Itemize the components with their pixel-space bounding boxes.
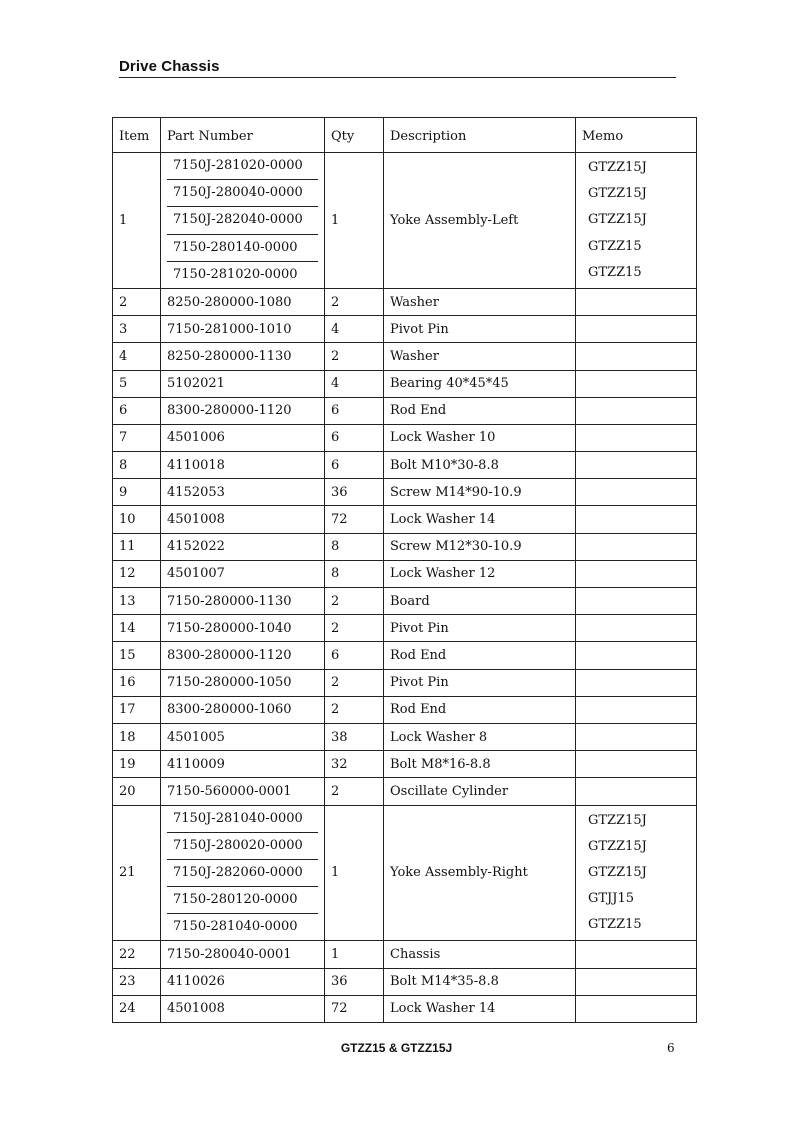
table-row	[113, 343, 697, 370]
memo-cell	[576, 397, 697, 424]
table-row	[113, 778, 697, 805]
memo-cell	[576, 424, 697, 451]
part-number: 7150J-280040-0000	[167, 179, 318, 206]
qty-cell: 8	[325, 533, 384, 560]
table-row	[113, 452, 697, 479]
item-cell: 13	[113, 588, 161, 615]
part-number: 7150J-281040-0000	[173, 810, 303, 826]
qty-cell: 2	[325, 669, 384, 696]
page-number: 6	[667, 1041, 675, 1055]
part-number: 7150-280120-0000	[167, 886, 318, 913]
memo: GTZZ15J	[588, 160, 647, 175]
item-cell: 8	[113, 452, 161, 479]
qty-cell: 2	[325, 588, 384, 615]
description-cell: Washer	[384, 288, 576, 315]
memo-cell	[576, 642, 697, 669]
item-cell: 3	[113, 316, 161, 343]
table-header-row	[113, 118, 697, 153]
table-row	[113, 560, 697, 587]
page-title: Drive Chassis	[119, 58, 220, 75]
item-cell: 17	[113, 696, 161, 723]
table-row	[113, 751, 697, 778]
qty-cell: 6	[325, 452, 384, 479]
qty-cell: 36	[325, 968, 384, 995]
table-row	[113, 506, 697, 533]
part-number-cell: 7150-281000-1010	[161, 316, 325, 343]
part-number-cell: 7150-280000-1050	[161, 669, 325, 696]
part-number-cell: 8250-280000-1080	[161, 288, 325, 315]
part-number-cell: 7150-560000-0001	[161, 778, 325, 805]
part-number: 7150J-281020-0000	[173, 158, 303, 173]
memo-cell	[576, 995, 697, 1022]
table-row	[113, 642, 697, 669]
part-number-cell: 7150-280000-1040	[161, 615, 325, 642]
description-cell: Rod End	[384, 397, 576, 424]
description-cell: Lock Washer 8	[384, 723, 576, 750]
description-cell: Screw M14*90-10.9	[384, 479, 576, 506]
memo-cell	[576, 778, 697, 805]
description-cell: Yoke Assembly-Right	[384, 805, 576, 941]
item-cell: 6	[113, 397, 161, 424]
description-cell: Lock Washer 10	[384, 424, 576, 451]
item-cell: 22	[113, 941, 161, 968]
description-cell: Yoke Assembly-Left	[384, 153, 576, 289]
description-cell: Rod End	[384, 696, 576, 723]
qty-cell: 6	[325, 424, 384, 451]
item-cell: 18	[113, 723, 161, 750]
part-number-cell: 4152053	[161, 479, 325, 506]
item-cell: 15	[113, 642, 161, 669]
qty-cell: 6	[325, 642, 384, 669]
memo-cell	[576, 533, 697, 560]
qty-cell: 1	[325, 153, 384, 289]
description-cell: Bolt M10*30-8.8	[384, 452, 576, 479]
qty-cell: 72	[325, 506, 384, 533]
qty-cell: 4	[325, 370, 384, 397]
memo-cell	[576, 941, 697, 968]
column-header-memo: Memo	[576, 118, 697, 153]
table-row	[113, 723, 697, 750]
item-cell: 16	[113, 669, 161, 696]
part-number-cell: 4110026	[161, 968, 325, 995]
part-number-cell: 4110018	[161, 452, 325, 479]
part-number: 7150J-282040-0000	[167, 206, 318, 233]
item-cell: 7	[113, 424, 161, 451]
qty-cell: 38	[325, 723, 384, 750]
part-number: 7150J-280020-0000	[167, 832, 318, 859]
qty-cell: 2	[325, 696, 384, 723]
item-cell: 14	[113, 615, 161, 642]
parts-table	[112, 117, 697, 1023]
column-header-description: Description	[384, 118, 576, 153]
memo: GTZZ15J	[588, 186, 647, 202]
table-row	[113, 588, 697, 615]
column-header-item: Item	[113, 118, 161, 153]
table-row	[113, 288, 697, 315]
qty-cell: 2	[325, 343, 384, 370]
description-cell: Lock Washer 12	[384, 560, 576, 587]
qty-cell: 8	[325, 560, 384, 587]
part-number-group	[161, 153, 325, 289]
table-row	[113, 941, 697, 968]
memo-cell	[576, 479, 697, 506]
table-row	[113, 479, 697, 506]
column-header-part-number: Part Number	[161, 118, 325, 153]
item-cell: 9	[113, 479, 161, 506]
description-cell: Lock Washer 14	[384, 506, 576, 533]
table-row	[113, 424, 697, 451]
part-number-cell: 5102021	[161, 370, 325, 397]
memo: GTZZ15J	[588, 838, 647, 854]
qty-cell: 2	[325, 288, 384, 315]
part-number-cell: 7150-280040-0001	[161, 941, 325, 968]
part-number-cell: 8300-280000-1120	[161, 397, 325, 424]
memo-cell	[576, 343, 697, 370]
item-cell: 1	[113, 153, 161, 289]
item-cell: 20	[113, 778, 161, 805]
memo-group	[576, 805, 697, 941]
item-cell: 12	[113, 560, 161, 587]
memo-group	[576, 153, 697, 289]
item-cell: 19	[113, 751, 161, 778]
part-number-cell: 7150-280000-1130	[161, 588, 325, 615]
table-row	[113, 370, 697, 397]
part-number-cell: 4152022	[161, 533, 325, 560]
part-number: 7150J-282060-0000	[167, 859, 318, 886]
description-cell: Washer	[384, 343, 576, 370]
item-cell: 4	[113, 343, 161, 370]
table-row	[113, 615, 697, 642]
part-number-group	[161, 805, 325, 941]
memo-cell	[576, 288, 697, 315]
memo: GTZZ15J	[588, 212, 647, 228]
table-row	[113, 397, 697, 424]
description-cell: Bearing 40*45*45	[384, 370, 576, 397]
memo-cell	[576, 560, 697, 587]
item-cell: 23	[113, 968, 161, 995]
memo: GTZZ15	[588, 917, 642, 933]
column-header-qty: Qty	[325, 118, 384, 153]
part-number: 7150-280140-0000	[167, 234, 318, 261]
footer-model: GTZZ15 & GTZZ15J	[340, 1041, 453, 1055]
part-number-cell: 4501008	[161, 995, 325, 1022]
description-cell: Pivot Pin	[384, 615, 576, 642]
item-cell: 21	[113, 805, 161, 941]
part-number-cell: 8300-280000-1120	[161, 642, 325, 669]
memo: GTZZ15J	[588, 864, 647, 880]
part-number-cell: 4501007	[161, 560, 325, 587]
memo-cell	[576, 452, 697, 479]
part-number-cell: 4501005	[161, 723, 325, 750]
qty-cell: 72	[325, 995, 384, 1022]
description-cell: Lock Washer 14	[384, 995, 576, 1022]
table-row	[113, 995, 697, 1022]
description-cell: Oscillate Cylinder	[384, 778, 576, 805]
table-row	[113, 316, 697, 343]
table-row	[113, 533, 697, 560]
table-row	[113, 968, 697, 995]
table-row-group	[113, 153, 697, 289]
description-cell: Board	[384, 588, 576, 615]
memo-cell	[576, 696, 697, 723]
page-header	[119, 56, 676, 78]
part-number-cell: 4501008	[161, 506, 325, 533]
memo: GTZZ15	[588, 238, 642, 254]
qty-cell: 36	[325, 479, 384, 506]
part-number-cell: 8250-280000-1130	[161, 343, 325, 370]
description-cell: Pivot Pin	[384, 316, 576, 343]
table-row	[113, 669, 697, 696]
memo-cell	[576, 669, 697, 696]
memo-cell	[576, 751, 697, 778]
memo: GTZZ15	[588, 264, 642, 280]
qty-cell: 6	[325, 397, 384, 424]
qty-cell: 32	[325, 751, 384, 778]
item-cell: 24	[113, 995, 161, 1022]
memo-cell	[576, 968, 697, 995]
qty-cell: 1	[325, 805, 384, 941]
memo-cell	[576, 506, 697, 533]
item-cell: 5	[113, 370, 161, 397]
item-cell: 10	[113, 506, 161, 533]
description-cell: Bolt M8*16-8.8	[384, 751, 576, 778]
item-cell: 2	[113, 288, 161, 315]
description-cell: Bolt M14*35-8.8	[384, 968, 576, 995]
table-row-group	[113, 805, 697, 941]
part-number-cell: 4110009	[161, 751, 325, 778]
qty-cell: 4	[325, 316, 384, 343]
memo-cell	[576, 316, 697, 343]
table-row	[113, 696, 697, 723]
memo: GTZZ15J	[588, 812, 647, 828]
part-number-cell: 8300-280000-1060	[161, 696, 325, 723]
qty-cell: 1	[325, 941, 384, 968]
memo: GTJJ15	[588, 891, 635, 907]
description-cell: Chassis	[384, 941, 576, 968]
memo-cell	[576, 588, 697, 615]
description-cell: Screw M12*30-10.9	[384, 533, 576, 560]
qty-cell: 2	[325, 778, 384, 805]
qty-cell: 2	[325, 615, 384, 642]
part-number: 7150-281040-0000	[167, 913, 318, 940]
memo-cell	[576, 370, 697, 397]
item-cell: 11	[113, 533, 161, 560]
description-cell: Pivot Pin	[384, 669, 576, 696]
part-number-cell: 4501006	[161, 424, 325, 451]
memo-cell	[576, 723, 697, 750]
description-cell: Rod End	[384, 642, 576, 669]
part-number: 7150-281020-0000	[167, 261, 318, 288]
memo-cell	[576, 615, 697, 642]
